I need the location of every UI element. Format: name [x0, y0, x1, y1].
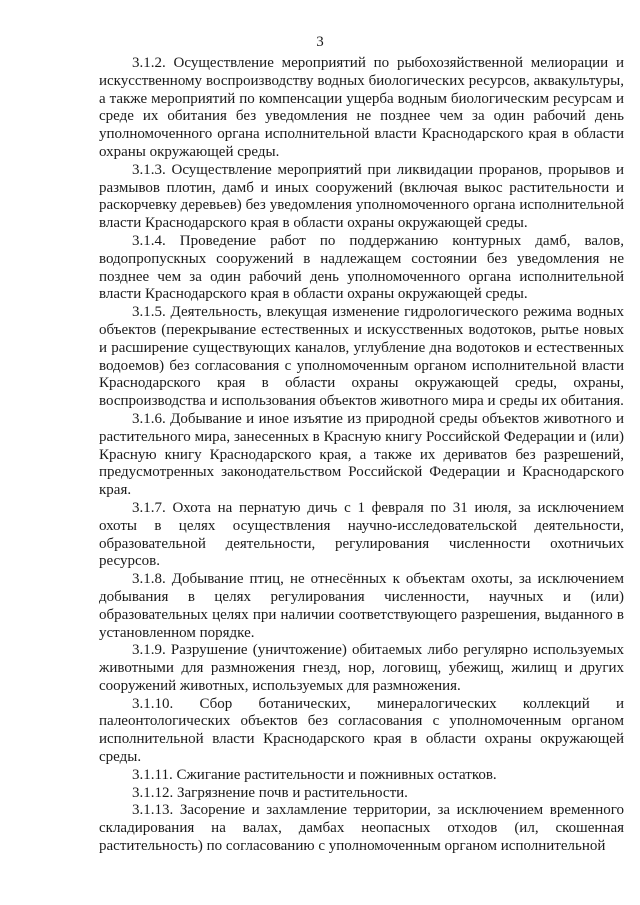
paragraph-3-1-10: 3.1.10. Сбор ботанических, минералогических коллекций и палеонтологических объектов без согласования с уполномоченным органом исполнительной власти Краснодарского края в области охраны окружающей среды. [99, 695, 624, 766]
document-body [99, 55, 624, 856]
paragraph-3-1-11: 3.1.11. Сжигание растительности и пожнивных остатков. [132, 766, 497, 783]
paragraph-3-1-6: 3.1.6. Добывание и иное изъятие из природной среды объектов животного и растительного мира, занесенных в Красную книгу Российской Федерации и (или) Красную книгу Краснодарского края, а также их дериватов без разрешений, предусмотренных законодательством Российской Федерации и Краснодарского края. [99, 410, 624, 499]
paragraph-3-1-5: 3.1.5. Деятельность, влекущая изменение гидрологического режима водных объектов (перекрывание естественных и искусственных водотоков, рытье новых и расширение существующих каналов, углубление дна водотоков и естественных водоемов) без согласования с уполномоченным органом исполнительной власти Краснодарского края в области охраны окружающей среды, охраны, воспроизводства и использования объектов животного мира и среды их обитания. [99, 304, 624, 410]
paragraph-3-1-9: 3.1.9. Разрушение (уничтожение) обитаемых либо регулярно используемых животными для размножения гнезд, нор, логовищ, убежищ, жилищ и других сооружений животных, используемых для размножения. [99, 642, 624, 694]
page-number: 3 [316, 34, 324, 50]
paragraph-3-1-8: 3.1.8. Добывание птиц, не отнесённых к объектам охоты, за исключением добывания в целях регулирования численности, научных и (или) образовательных целях при наличии соответствующего разрешения, выданного в установленном порядке. [99, 571, 624, 641]
paragraph-3-1-7: 3.1.7. Охота на пернатую дичь с 1 февраля по 31 июля, за исключением охоты в целях осуществления научно-исследовательской деятельности, образовательной деятельности, регулирования численности охотничьих ресурсов. [99, 499, 624, 570]
paragraph-3-1-2: 3.1.2. Осуществление мероприятий по рыбохозяйственной мелиорации и искусственному воспроизводству водных биологических ресурсов, аквакультуры, а также мероприятий по компенсации ущерба водным биологическим ресурсам и среде их обитания без уведомления не позднее чем за один рабочий день уполномоченного органа исполнительной власти Краснодарского края в области охраны окружающей среды. [99, 55, 624, 160]
paragraph-3-1-12: 3.1.12. Загрязнение почв и растительности. [132, 784, 408, 801]
paragraph-3-1-3: 3.1.3. Осуществление мероприятий при ликвидации проранов, прорывов и размывов плотин, дамб и иных сооружений (включая выкос растительности и раскорчевку деревьев) без уведомления уполномоченного органа исполнительной власти Краснодарского края в области охраны окружающей среды. [99, 161, 624, 232]
paragraph-3-1-4: 3.1.4. Проведение работ по поддержанию контурных дамб, валов, водопропускных сооружений в надлежащем состоянии без уведомления не позднее чем за один рабочий день уполномоченного органа исполнительной власти Краснодарского края в области охраны окружающей среды. [99, 232, 624, 303]
paragraph-3-1-13: 3.1.13. Засорение и захламление территории, за исключением временного складирования на валах, дамбах неопасных отходов (ил, скошенная растительность) по согласованию с уполномоченным органом исполнительной [99, 802, 624, 855]
